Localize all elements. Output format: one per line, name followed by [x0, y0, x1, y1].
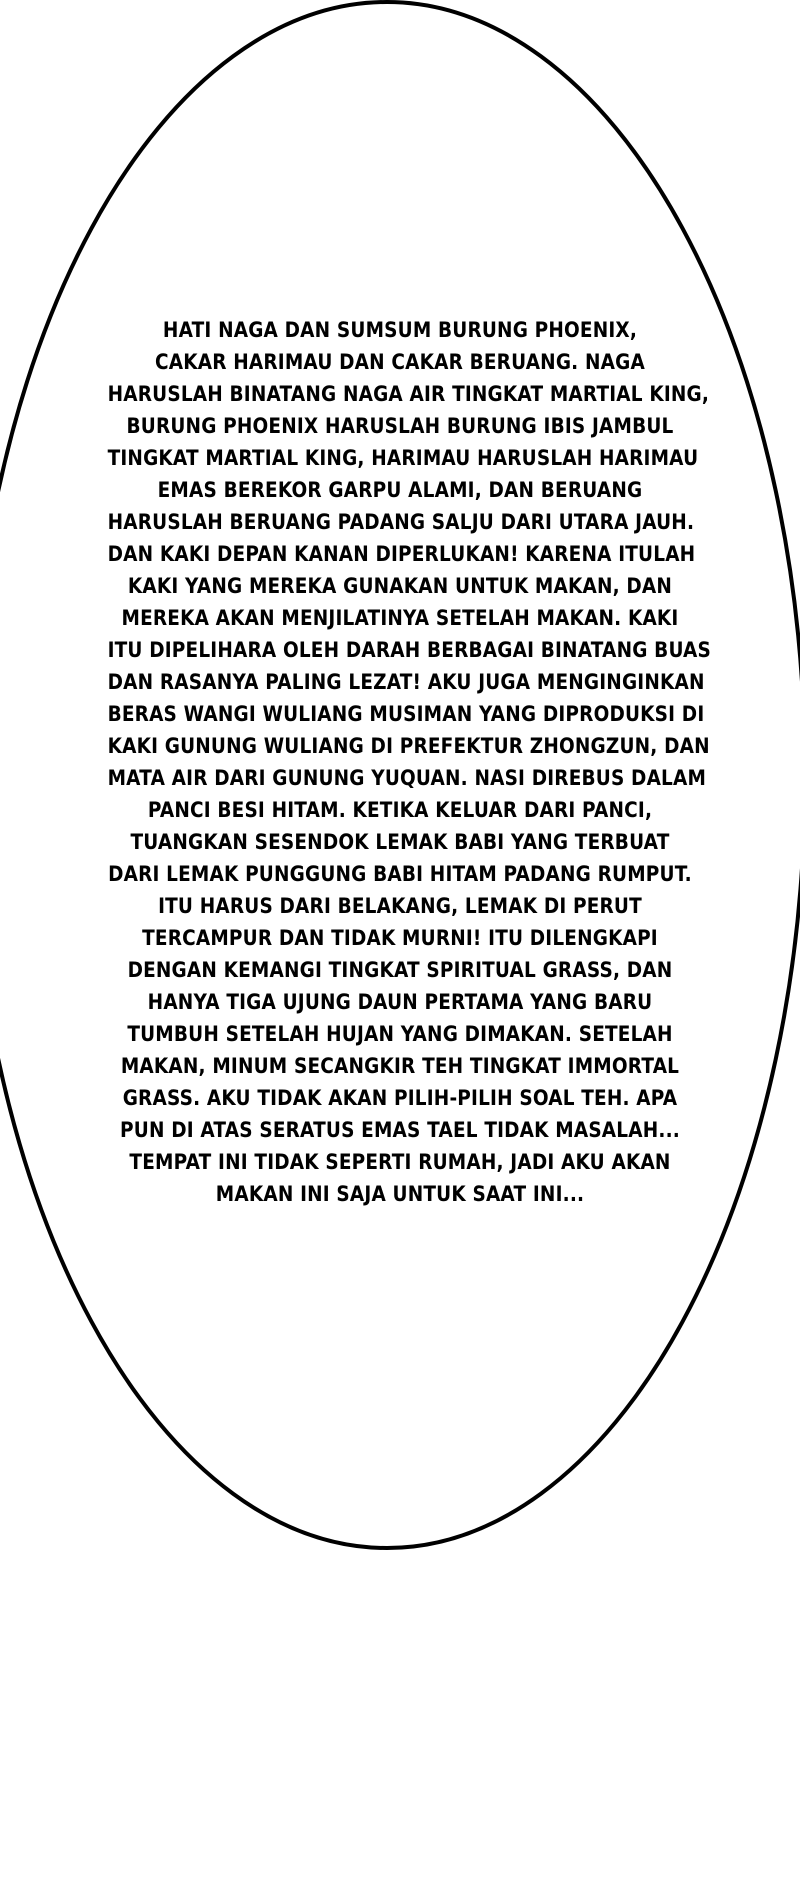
speech-line: DAN RASANYA PALING LEZAT! AKU JUGA MENGINGINKAN [107, 670, 705, 695]
speech-line: HARUSLAH BERUANG PADANG SALJU DARI UTARA JAUH. [107, 510, 695, 535]
speech-line: TINGKAT MARTIAL KING, HARIMAU HARUSLAH HARIMAU [107, 446, 699, 471]
speech-line: TUANGKAN SESENDOK LEMAK BABI YANG TERBUAT [130, 830, 670, 855]
speech-line: KAKI GUNUNG WULIANG DI PREFEKTUR ZHONGZUN, DAN [107, 734, 710, 759]
speech-line: DARI LEMAK PUNGGUNG BABI HITAM PADANG RUMPUT. [108, 862, 692, 887]
speech-line: MEREKA AKAN MENJILATINYA SETELAH MAKAN. KAKI [121, 606, 679, 631]
speech-line: TUMBUH SETELAH HUJAN YANG DIMAKAN. SETELAH [127, 1022, 673, 1047]
speech-line: HARUSLAH BINATANG NAGA AIR TINGKAT MARTIAL KING, [107, 382, 710, 407]
speech-line: PANCI BESI HITAM. KETIKA KELUAR DARI PANCI, [147, 798, 653, 823]
speech-line: MAKAN, MINUM SECANGKIR TEH TINGKAT IMMORTAL [120, 1054, 680, 1079]
speech-line: PUN DI ATAS SERATUS EMAS TAEL TIDAK MASALAH... [120, 1118, 680, 1143]
speech-line: MATA AIR DARI GUNUNG YUQUAN. NASI DIREBUS DALAM [107, 766, 707, 791]
speech-line: HANYA TIGA UJUNG DAUN PERTAMA YANG BARU [147, 990, 653, 1015]
speech-line: CAKAR HARIMAU DAN CAKAR BERUANG. NAGA [155, 350, 645, 375]
speech-line: DENGAN KEMANGI TINGKAT SPIRITUAL GRASS, DAN [127, 958, 673, 983]
speech-line: TERCAMPUR DAN TIDAK MURNI! ITU DILENGKAPI [142, 926, 658, 951]
speech-line: BERAS WANGI WULIANG MUSIMAN YANG DIPRODUKSI DI [107, 702, 705, 727]
speech-line: EMAS BEREKOR GARPU ALAMI, DAN BERUANG [157, 478, 643, 503]
speech-line: HATI NAGA DAN SUMSUM BURUNG PHOENIX, [162, 318, 638, 343]
speech-line: KAKI YANG MEREKA GUNAKAN UNTUK MAKAN, DAN [127, 574, 673, 599]
speech-line: DAN KAKI DEPAN KANAN DIPERLUKAN! KARENA ITULAH [107, 542, 696, 567]
speech-line: MAKAN INI SAJA UNTUK SAAT INI... [215, 1182, 585, 1207]
speech-line: GRASS. AKU TIDAK AKAN PILIH-PILIH SOAL TEH. APA [122, 1086, 678, 1111]
speech-line: ITU HARUS DARI BELAKANG, LEMAK DI PERUT [158, 894, 642, 919]
speech-line: BURUNG PHOENIX HARUSLAH BURUNG IBIS JAMBUL [126, 414, 674, 439]
speech-line: ITU DIPELIHARA OLEH DARAH BERBAGAI BINATANG BUAS [107, 638, 712, 663]
speech-bubble-text [107, 315, 712, 1211]
speech-line: TEMPAT INI TIDAK SEPERTI RUMAH, JADI AKU AKAN [129, 1150, 671, 1175]
